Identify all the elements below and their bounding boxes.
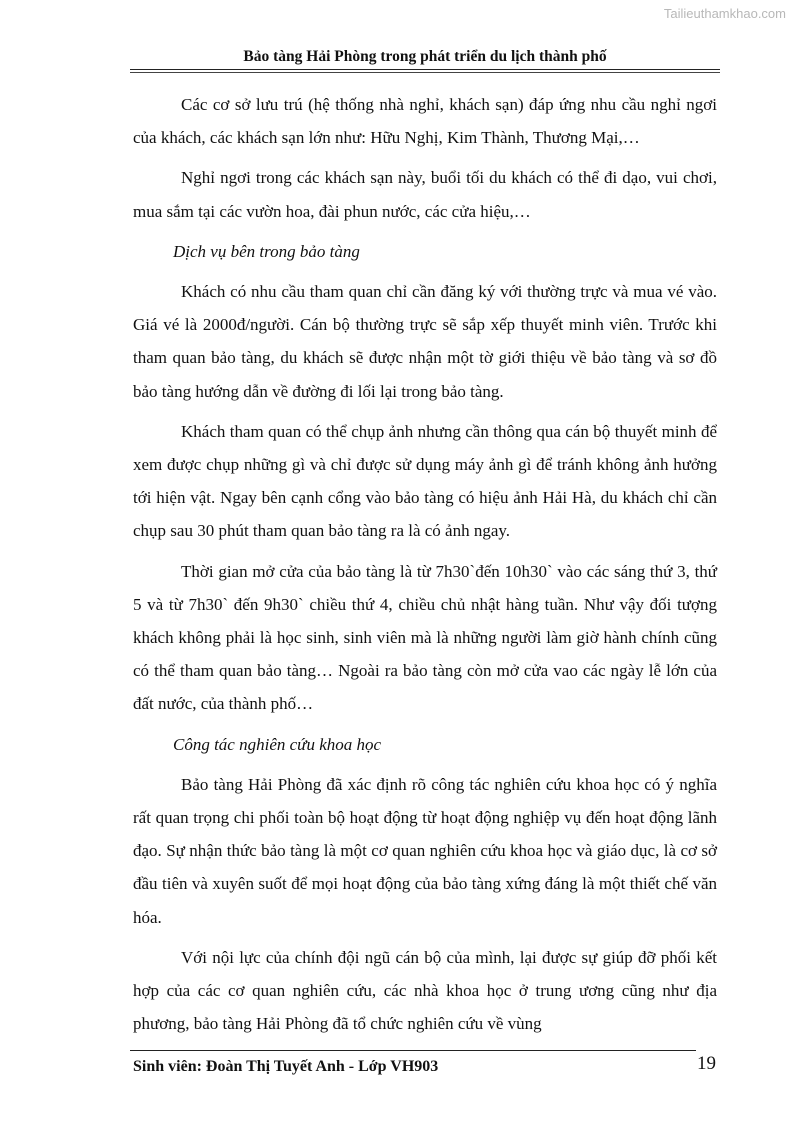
header-divider bbox=[130, 69, 720, 70]
footer-divider bbox=[130, 1050, 696, 1051]
page-number: 19 bbox=[697, 1053, 716, 1074]
header-divider-thin bbox=[130, 72, 720, 73]
document-body bbox=[133, 88, 717, 1047]
paragraph: Thời gian mở cửa của bảo tàng là từ 7h30`đến 10h30` vào các sáng thứ 3, thứ 5 và từ 7h30` đến 9h30` chiều thứ 4, chiều chủ nhật hàng tuần. Như vậy đối tượng khách không phải là học sinh, sinh viên mà là những người làm giờ hành chính cũng có thể tham quan bảo tàng… Ngoài ra bảo tàng còn mở cửa vao các ngày lễ lớn của đất nước, của thành phố… bbox=[133, 561, 717, 714]
paragraph: Với nội lực của chính đội ngũ cán bộ của mình, lại được sự giúp đỡ phối kết hợp của các cơ quan nghiên cứu, các nhà khoa học ở trung ương cũng như địa phương, bảo tàng Hải Phòng đã tổ chức nghiên cứu về vùng bbox=[133, 947, 717, 1034]
paragraph: Bảo tàng Hải Phòng đã xác định rõ công tác nghiên cứu khoa học có ý nghĩa rất quan trọng chi phối toàn bộ hoạt động từ hoạt động nghiệp vụ đến hoạt động lãnh đạo. Sự nhận thức bảo tàng là một cơ quan nghiên cứu khoa học và giáo dục, là cơ sở đầu tiên và xuyên suốt để mọi hoạt động của bảo tàng xứng đáng là một thiết chế văn hóa. bbox=[133, 774, 717, 927]
section-heading: Dịch vụ bên trong bảo tàng bbox=[173, 241, 360, 261]
footer-student-info: Sinh viên: Đoàn Thị Tuyết Anh - Lớp VH903 bbox=[133, 1058, 439, 1075]
page-header-title: Bảo tàng Hải Phòng trong phát triển du lịch thành phố bbox=[243, 48, 607, 65]
paragraph: Các cơ sở lưu trú (hệ thống nhà nghỉ, khách sạn) đáp ứng nhu cầu nghỉ ngơi của khách, các khách sạn lớn như: Hữu Nghị, Kim Thành, Thương Mại,… bbox=[133, 95, 717, 148]
paragraph: Nghỉ ngơi trong các khách sạn này, buổi tối du khách có thể đi dạo, vui chơi, mua sắm tại các vườn hoa, đài phun nước, các cửa hiệu,… bbox=[133, 168, 717, 221]
paragraph: Khách tham quan có thể chụp ảnh nhưng cần thông qua cán bộ thuyết minh để xem được chụp những gì và chỉ được sử dụng máy ảnh gì để tránh không ảnh hưởng tới hiện vật. Ngay bên cạnh cổng vào bảo tàng có hiệu ảnh Hải Hà, du khách chỉ cần chụp sau 30 phút tham quan bảo tàng ra là có ảnh ngay. bbox=[133, 421, 717, 541]
section-heading: Công tác nghiên cứu khoa học bbox=[173, 734, 382, 754]
watermark: Tailieuthamkhao.com bbox=[663, 6, 786, 21]
paragraph: Khách có nhu cầu tham quan chỉ cần đăng ký với thường trực và mua vé vào. Giá vé là 2000đ/người. Cán bộ thường trực sẽ sắp xếp thuyết minh viên. Trước khi tham quan bảo tàng, du khách sẽ được nhận một tờ giới thiệu về bảo tàng và sơ đồ bảo tàng hướng dẫn về đường đi lối lại trong bảo tàng. bbox=[133, 282, 717, 401]
